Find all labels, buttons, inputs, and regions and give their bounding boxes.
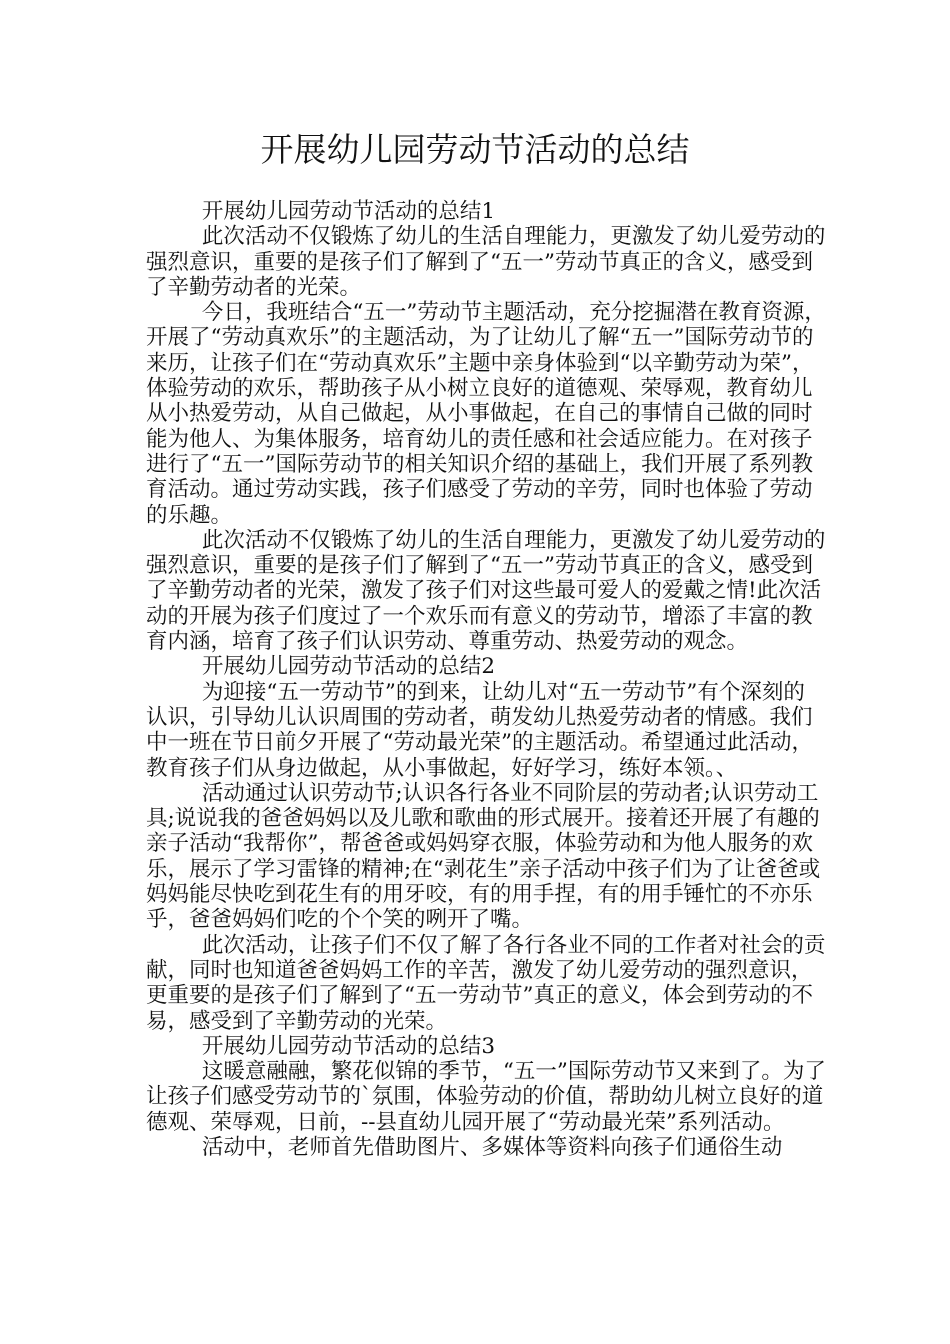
document-body bbox=[146, 199, 826, 1160]
paragraph: 今日，我班结合“五一”劳动节主题活动，充分挖掘潜在教育资源，开展了“劳动真欢乐”的主题活动，为了让幼儿了解“五一”国际劳动节的来历，让孩子们在“劳动真欢乐”主题中亲身体验到“以辛勤劳动为荣”，体验劳动的欢乐，帮助孩子从小树立良好的道德观、荣辱观，教育幼儿从小热爱劳动，从自己做起，从小事做起，在自己的事情自己做的同时能为他人、为集体服务，培育幼儿的责任感和社会适应能力。在对孩子进行了“五一”国际劳动节的相关知识介绍的基础上，我们开展了系列教育活动。通过劳动实践，孩子们感受了劳动的辛劳，同时也体验了劳动的乐趣。 bbox=[146, 300, 826, 528]
paragraph: 此次活动不仅锻炼了幼儿的生活自理能力，更激发了幼儿爱劳动的强烈意识，重要的是孩子们了解到了“五一”劳动节真正的含义，感受到了辛勤劳动者的光荣，激发了孩子们对这些最可爱人的爱戴之情!此次活动的开展为孩子们度过了一个欢乐而有意义的劳动节，增添了丰富的教育内涵，培育了孩子们认识劳动、尊重劳动、热爱劳动的观念。 bbox=[146, 527, 826, 655]
section-heading-2: 开展幼儿园劳动节活动的总结2 bbox=[201, 654, 496, 680]
paragraph: 活动通过认识劳动节;认识各行各业不同阶层的劳动者;认识劳动工具;说说我的爸爸妈妈以及儿歌和歌曲的形式展开。接着还开展了有趣的亲子活动“我帮你”，帮爸爸或妈妈穿衣服，体验劳动和为他人服务的欢乐，展示了学习雷锋的精神;在“剥花生”亲子活动中孩子们为了让爸爸或妈妈能尽快吃到花生有的用牙咬，有的用手捏，有的用手锤忙的不亦乐乎，爸爸妈妈们吃的个个笑的咧开了嘴。 bbox=[146, 780, 821, 933]
paragraph: 此次活动不仅锻炼了幼儿的生活自理能力，更激发了幼儿爱劳动的强烈意识，重要的是孩子们了解到了“五一”劳动节真正的含义，感受到了辛勤劳动者的光荣。 bbox=[146, 224, 826, 300]
section-heading-3: 开展幼儿园劳动节活动的总结3 bbox=[201, 1033, 496, 1059]
section-heading-1: 开展幼儿园劳动节活动的总结1 bbox=[201, 199, 496, 224]
paragraph: 此次活动，让孩子们不仅了解了各行各业不同的工作者对社会的贡献，同时也知道爸爸妈妈工作的辛苦，激发了幼儿爱劳动的强烈意识，更重要的是孩子们了解到了“五一劳动节”真正的意义，体会到劳动的不易，感受到了辛勤劳动的光荣。 bbox=[146, 932, 826, 1034]
paragraph: 活动中，老师首先借助图片、多媒体等资料向孩子们通俗生动 bbox=[201, 1134, 783, 1160]
document-title: 开展幼儿园劳动节活动的总结 bbox=[260, 130, 690, 169]
paragraph: 这暖意融融，繁花似锦的季节，“五一”国际劳动节又来到了。为了让孩子们感受劳动节的`氛围，体验劳动的价值，帮助幼儿树立良好的道德观、荣辱观，日前，--县直幼儿园开展了“劳动最光荣”系列活动。 bbox=[146, 1059, 826, 1135]
paragraph: 为迎接“五一劳动节”的到来，让幼儿对“五一劳动节”有个深刻的认识，引导幼儿认识周围的劳动者，萌发幼儿热爱劳动者的情感。我们中一班在节日前夕开展了“劳动最光荣”的主题活动。希望通过此活动，教育孩子们从身边做起，从小事做起，好好学习，练好本领。、 bbox=[146, 679, 813, 781]
